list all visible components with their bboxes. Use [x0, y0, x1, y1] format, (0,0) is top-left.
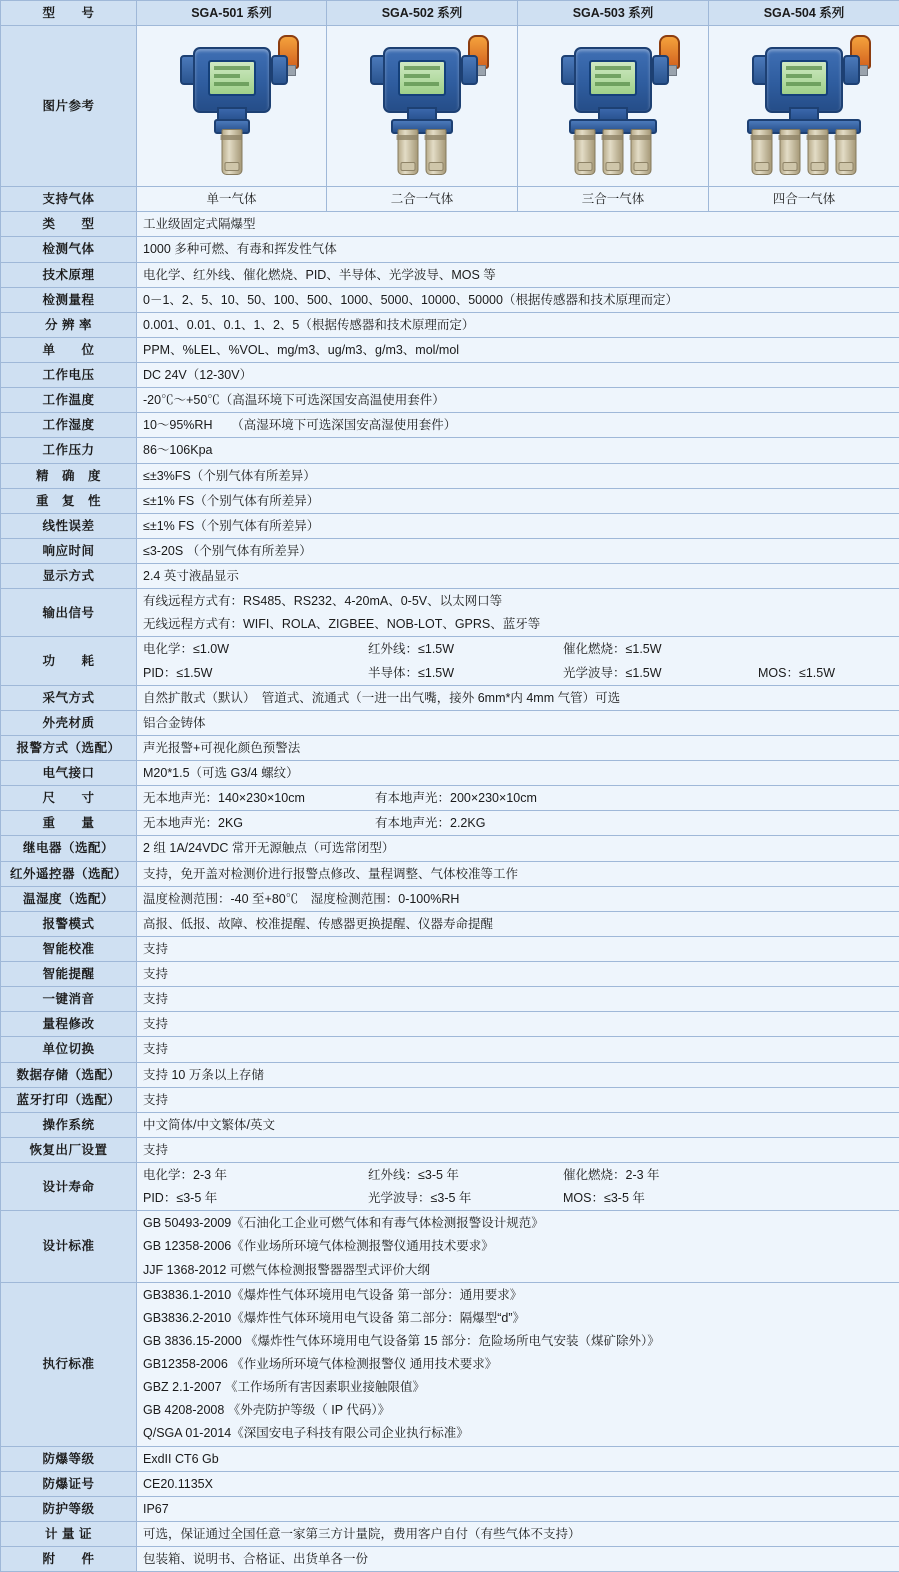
row-value-sampling: 自然扩散式（默认） 管道式、流通式（一进一出气嘴，接外 6mm*内 4mm 气管）可选 [137, 685, 899, 710]
row-value-ex-cert: CE20.1135X [137, 1471, 899, 1496]
table-row-unit [1, 337, 899, 362]
row-value-pressure: 86～106Kpa [137, 438, 899, 463]
mount-bracket-right-icon [271, 55, 288, 85]
sensor-probe-icon [808, 129, 829, 175]
life-pid: PID：≤3-5 年 [143, 1189, 368, 1207]
row-label-power: 功 耗 [1, 637, 137, 685]
design-standard-item: GB 12358-2006《作业场所环境气体检测报警仪通用技术要求》 [143, 1237, 893, 1255]
row-value-size [137, 786, 899, 811]
row-value-display: 2.4 英寸液晶显示 [137, 564, 899, 589]
table-row-pressure [1, 438, 899, 463]
table-row-bluetooth-print [1, 1087, 899, 1112]
power-electrochemical: 电化学：≤1.0W [143, 640, 368, 658]
exec-standard-item: GB3836.2-2010《爆炸性气体环境用电气设备 第二部分：隔爆型“d”》 [143, 1309, 893, 1327]
row-value-detect-gas: 1000 多种可燃、有毒和挥发性气体 [137, 237, 899, 262]
row-label-type: 类 型 [1, 212, 137, 237]
row-value-output-signal [137, 589, 899, 637]
power-infrared: 红外线：≤1.5W [368, 640, 563, 658]
size-with-alarm: 有本地声光：200×230×10cm [375, 791, 537, 805]
row-label-shell-material: 外壳材质 [1, 710, 137, 735]
row-label-ip-grade: 防护等级 [1, 1496, 137, 1521]
life-optical-waveguide: 光学波导：≤3-5 年 [368, 1189, 563, 1207]
row-label-electrical-interface: 电气接口 [1, 761, 137, 786]
table-row-one-key-mute [1, 987, 899, 1012]
row-value-resolution: 0.001、0.01、0.1、1、2、5（根据传感器和技术原理而定） [137, 312, 899, 337]
life-infrared: 红外线：≤3-5 年 [368, 1166, 563, 1184]
design-standard-item: JJF 1368-2012 可燃气体检测报警器器型式评价大纲 [143, 1261, 893, 1279]
row-value-repeatability: ≤±1% FS（个别气体有所差异） [137, 488, 899, 513]
row-value-factory-reset: 支持 [137, 1137, 899, 1162]
row-label-sampling: 采气方式 [1, 685, 137, 710]
table-row-type [1, 212, 899, 237]
table-row-linearity [1, 513, 899, 538]
sensor-probe-icon [603, 129, 624, 175]
table-row-shell-material [1, 710, 899, 735]
table-row-electrical-interface [1, 761, 899, 786]
power-line-2 [143, 664, 893, 682]
detector-display-icon [780, 60, 828, 96]
row-label-repeatability: 重 复 性 [1, 488, 137, 513]
device-image-501 [137, 26, 327, 187]
row-value-weight [137, 811, 899, 836]
table-row-exec-standard [1, 1282, 899, 1446]
sensor-probe-icon [575, 129, 596, 175]
row-label-smart-reminder: 智能提醒 [1, 962, 137, 987]
table-row-range-modify [1, 1012, 899, 1037]
detector-housing-icon [193, 47, 271, 113]
table-row-temp-humidity-option [1, 886, 899, 911]
row-value-power [137, 637, 899, 685]
gas-detector-illustration [528, 33, 698, 179]
row-value-data-storage: 支持 10 万条以上存储 [137, 1062, 899, 1087]
row-label-one-key-mute: 一键消音 [1, 987, 137, 1012]
mount-bracket-right-icon [843, 55, 860, 85]
row-label-range-modify: 量程修改 [1, 1012, 137, 1037]
row-value-smart-reminder: 支持 [137, 962, 899, 987]
row-value-voltage: DC 24V（12-30V） [137, 363, 899, 388]
row-value-alarm-method: 声光报警+可视化颜色预警法 [137, 735, 899, 760]
row-value-accessories: 包装箱、说明书、合格证、出货单各一份 [137, 1547, 899, 1572]
row-label-principle: 技术原理 [1, 262, 137, 287]
table-row-principle [1, 262, 899, 287]
gas-detector-illustration [719, 33, 889, 179]
row-label-supported-gas: 支持气体 [1, 187, 137, 212]
row-label-pressure: 工作压力 [1, 438, 137, 463]
model-name-503: SGA-503 系列 [518, 1, 709, 26]
size-without-alarm: 无本地声光：140×230×10cm [143, 789, 375, 807]
row-value-design-life [137, 1163, 899, 1211]
model-name-501: SGA-501 系列 [137, 1, 327, 26]
row-value-linearity: ≤±1% FS（个别气体有所差异） [137, 513, 899, 538]
row-label-model: 型 号 [1, 1, 137, 26]
model-name-502: SGA-502 系列 [327, 1, 518, 26]
row-value-unit-switch: 支持 [137, 1037, 899, 1062]
row-label-design-life: 设计寿命 [1, 1163, 137, 1211]
table-row-detect-gas [1, 237, 899, 262]
detector-display-icon [398, 60, 446, 96]
row-label-data-storage: 数据存储（选配） [1, 1062, 137, 1087]
row-label-exec-standard: 执行标准 [1, 1282, 137, 1446]
row-label-resolution: 分 辨 率 [1, 312, 137, 337]
sensor-probes [575, 129, 652, 175]
sensor-probe-icon [836, 129, 857, 175]
power-catalytic: 催化燃烧：≤1.5W [563, 640, 758, 658]
design-standard-item: GB 50493-2009《石油化工企业可燃气体和有毒气体检测报警设计规范》 [143, 1214, 893, 1232]
table-row-model [1, 1, 899, 26]
exec-standard-item: GB 4208-2008 《外壳防护等级（ IP 代码）》 [143, 1401, 893, 1419]
row-value-humidity: 10～95%RH （高湿环境下可选深国安高湿使用套件） [137, 413, 899, 438]
table-row-display [1, 564, 899, 589]
power-mos: MOS：≤1.5W [758, 664, 893, 682]
life-catalytic: 催化燃烧：2-3 年 [563, 1166, 758, 1184]
row-value-shell-material: 铝合金铸体 [137, 710, 899, 735]
row-label-ex-cert: 防爆证号 [1, 1471, 137, 1496]
exec-standard-item: GB 3836.15-2000 《爆炸性气体环境用电气设备第 15 部分：危险场所电气安装（煤矿除外）》 [143, 1332, 893, 1350]
table-row-ip-grade [1, 1496, 899, 1521]
table-row-smart-reminder [1, 962, 899, 987]
table-row-output-signal [1, 589, 899, 637]
row-value-exec-standard [137, 1282, 899, 1446]
supported-gas-501: 单一气体 [137, 187, 327, 212]
table-row-ex-cert [1, 1471, 899, 1496]
power-semiconductor: 半导体：≤1.5W [368, 664, 563, 682]
table-row-sampling [1, 685, 899, 710]
row-label-accuracy: 精 确 度 [1, 463, 137, 488]
row-value-type: 工业级固定式隔爆型 [137, 212, 899, 237]
device-image-504 [709, 26, 899, 187]
power-optical-waveguide: 光学波导：≤1.5W [563, 664, 758, 682]
sensor-probes [221, 129, 242, 175]
sensor-probe-icon [631, 129, 652, 175]
table-row-voltage [1, 363, 899, 388]
row-value-range-modify: 支持 [137, 1012, 899, 1037]
sensor-probes [752, 129, 857, 175]
table-row-design-standard [1, 1211, 899, 1282]
detector-housing-icon [383, 47, 461, 113]
gas-detector-illustration [337, 33, 507, 179]
row-label-detect-gas: 检测气体 [1, 237, 137, 262]
row-label-accessories: 附 件 [1, 1547, 137, 1572]
life-line-2 [143, 1189, 893, 1207]
row-value-os: 中文简体/中文繁体/英文 [137, 1112, 899, 1137]
row-label-unit: 单 位 [1, 337, 137, 362]
row-value-ir-remote: 支持，免开盖对检测价进行报警点修改、量程调整、气体校准等工作 [137, 861, 899, 886]
row-label-factory-reset: 恢复出厂设置 [1, 1137, 137, 1162]
row-label-ir-remote: 红外遥控器（选配） [1, 861, 137, 886]
table-row-unit-switch [1, 1037, 899, 1062]
table-row-repeatability [1, 488, 899, 513]
table-row-design-life [1, 1163, 899, 1211]
row-label-metering-cert: 计 量 证 [1, 1521, 137, 1546]
row-label-range: 检测量程 [1, 287, 137, 312]
row-label-smart-calibration: 智能校准 [1, 936, 137, 961]
row-label-alarm-mode: 报警模式 [1, 911, 137, 936]
table-row-os [1, 1112, 899, 1137]
exec-standard-item: GB3836.1-2010《爆炸性气体环境用电气设备 第一部分：通用要求》 [143, 1286, 893, 1304]
supported-gas-504: 四合一气体 [709, 187, 899, 212]
row-label-ex-grade: 防爆等级 [1, 1446, 137, 1471]
life-mos: MOS：≤3-5 年 [563, 1189, 758, 1207]
detector-housing-icon [574, 47, 652, 113]
row-label-temp-humidity-option: 温湿度（选配） [1, 886, 137, 911]
row-label-os: 操作系统 [1, 1112, 137, 1137]
table-row-ex-grade [1, 1446, 899, 1471]
row-value-metering-cert: 可选，保证通过全国任意一家第三方计量院，费用客户自付（有些气体不支持） [137, 1521, 899, 1546]
sensor-probe-icon [752, 129, 773, 175]
table-row-alarm-method [1, 735, 899, 760]
row-label-voltage: 工作电压 [1, 363, 137, 388]
supported-gas-502: 二合一气体 [327, 187, 518, 212]
table-row-size [1, 786, 899, 811]
table-row-factory-reset [1, 1137, 899, 1162]
sensor-probe-icon [221, 129, 242, 175]
table-row-humidity [1, 413, 899, 438]
table-row-response-time [1, 538, 899, 563]
row-value-alarm-mode: 高报、低报、故障、校准提醒、传感器更换提醒、仪器寿命提醒 [137, 911, 899, 936]
sensor-probe-icon [426, 129, 447, 175]
row-value-one-key-mute: 支持 [137, 987, 899, 1012]
weight-with-alarm: 有本地声光：2.2KG [375, 816, 485, 830]
row-value-ex-grade: ExdII CT6 Gb [137, 1446, 899, 1471]
table-row-relay [1, 836, 899, 861]
sensor-probe-icon [398, 129, 419, 175]
exec-standard-item: Q/SGA 01-2014《深国安电子科技有限公司企业执行标准》 [143, 1424, 893, 1442]
table-row-temperature [1, 388, 899, 413]
row-value-unit: PPM、%LEL、%VOL、mg/m3、ug/m3、g/m3、mol/mol [137, 337, 899, 362]
row-value-range: 0－1、2、5、10、50、100、500、1000、5000、10000、50000（根据传感器和技术原理而定） [137, 287, 899, 312]
device-image-502 [327, 26, 518, 187]
row-label-size: 尺 寸 [1, 786, 137, 811]
exec-standard-item: GB12358-2006 《作业场所环境气体检测报警仪 通用技术要求》 [143, 1355, 893, 1373]
row-label-alarm-method: 报警方式（选配） [1, 735, 137, 760]
row-label-temperature: 工作温度 [1, 388, 137, 413]
row-value-ip-grade: IP67 [137, 1496, 899, 1521]
table-row-power [1, 637, 899, 685]
table-row-resolution [1, 312, 899, 337]
detector-display-icon [589, 60, 637, 96]
detector-display-icon [208, 60, 256, 96]
table-row-weight [1, 811, 899, 836]
life-line-1 [143, 1166, 893, 1184]
row-value-electrical-interface: M20*1.5（可选 G3/4 螺纹） [137, 761, 899, 786]
table-row-accessories [1, 1547, 899, 1572]
row-label-images: 图片参考 [1, 26, 137, 187]
detector-housing-icon [765, 47, 843, 113]
row-label-design-standard: 设计标准 [1, 1211, 137, 1282]
row-value-temperature: -20℃～+50℃（高温环境下可选深国安高温使用套件） [137, 388, 899, 413]
row-value-accuracy: ≤±3%FS（个别气体有所差异） [137, 463, 899, 488]
power-pid: PID：≤1.5W [143, 664, 368, 682]
table-row-accuracy [1, 463, 899, 488]
row-value-smart-calibration: 支持 [137, 936, 899, 961]
weight-without-alarm: 无本地声光：2KG [143, 814, 375, 832]
gas-detector-illustration [147, 33, 317, 179]
table-row-range [1, 287, 899, 312]
table-row-data-storage [1, 1062, 899, 1087]
row-label-output-signal: 输出信号 [1, 589, 137, 637]
output-wireless-line: 无线远程方式有：WIFI、ROLA、ZIGBEE、NOB-LOT、GPRS、蓝牙等 [143, 615, 893, 633]
model-name-504: SGA-504 系列 [709, 1, 899, 26]
row-label-linearity: 线性误差 [1, 513, 137, 538]
row-label-unit-switch: 单位切换 [1, 1037, 137, 1062]
exec-standard-item: GBZ 2.1-2007 《工作场所有害因素职业接触限值》 [143, 1378, 893, 1396]
power-line-1 [143, 640, 893, 658]
row-value-bluetooth-print: 支持 [137, 1087, 899, 1112]
table-row-alarm-mode [1, 911, 899, 936]
row-label-weight: 重 量 [1, 811, 137, 836]
sensor-probe-icon [780, 129, 801, 175]
row-value-relay: 2 组 1A/24VDC 常开无源触点（可选常闭型） [137, 836, 899, 861]
sensor-probes [398, 129, 447, 175]
row-value-design-standard [137, 1211, 899, 1282]
output-wired-line: 有线远程方式有：RS485、RS232、4-20mA、0-5V、以太网口等 [143, 592, 893, 610]
row-value-response-time: ≤3-20S （个别气体有所差异） [137, 538, 899, 563]
row-label-display: 显示方式 [1, 564, 137, 589]
table-row-supported-gas [1, 187, 899, 212]
mount-bracket-right-icon [652, 55, 669, 85]
row-label-relay: 继电器（选配） [1, 836, 137, 861]
row-value-principle: 电化学、红外线、催化燃烧、PID、半导体、光学波导、MOS 等 [137, 262, 899, 287]
life-electrochemical: 电化学：2-3 年 [143, 1166, 368, 1184]
supported-gas-503: 三合一气体 [518, 187, 709, 212]
table-row-ir-remote [1, 861, 899, 886]
row-label-humidity: 工作湿度 [1, 413, 137, 438]
table-row-metering-cert [1, 1521, 899, 1546]
mount-bracket-right-icon [461, 55, 478, 85]
row-label-bluetooth-print: 蓝牙打印（选配） [1, 1087, 137, 1112]
row-label-response-time: 响应时间 [1, 538, 137, 563]
row-value-temp-humidity-option: 温度检测范围：-40 至+80℃ 湿度检测范围：0-100%RH [137, 886, 899, 911]
table-row-smart-calibration [1, 936, 899, 961]
device-image-503 [518, 26, 709, 187]
table-row-images [1, 26, 899, 187]
